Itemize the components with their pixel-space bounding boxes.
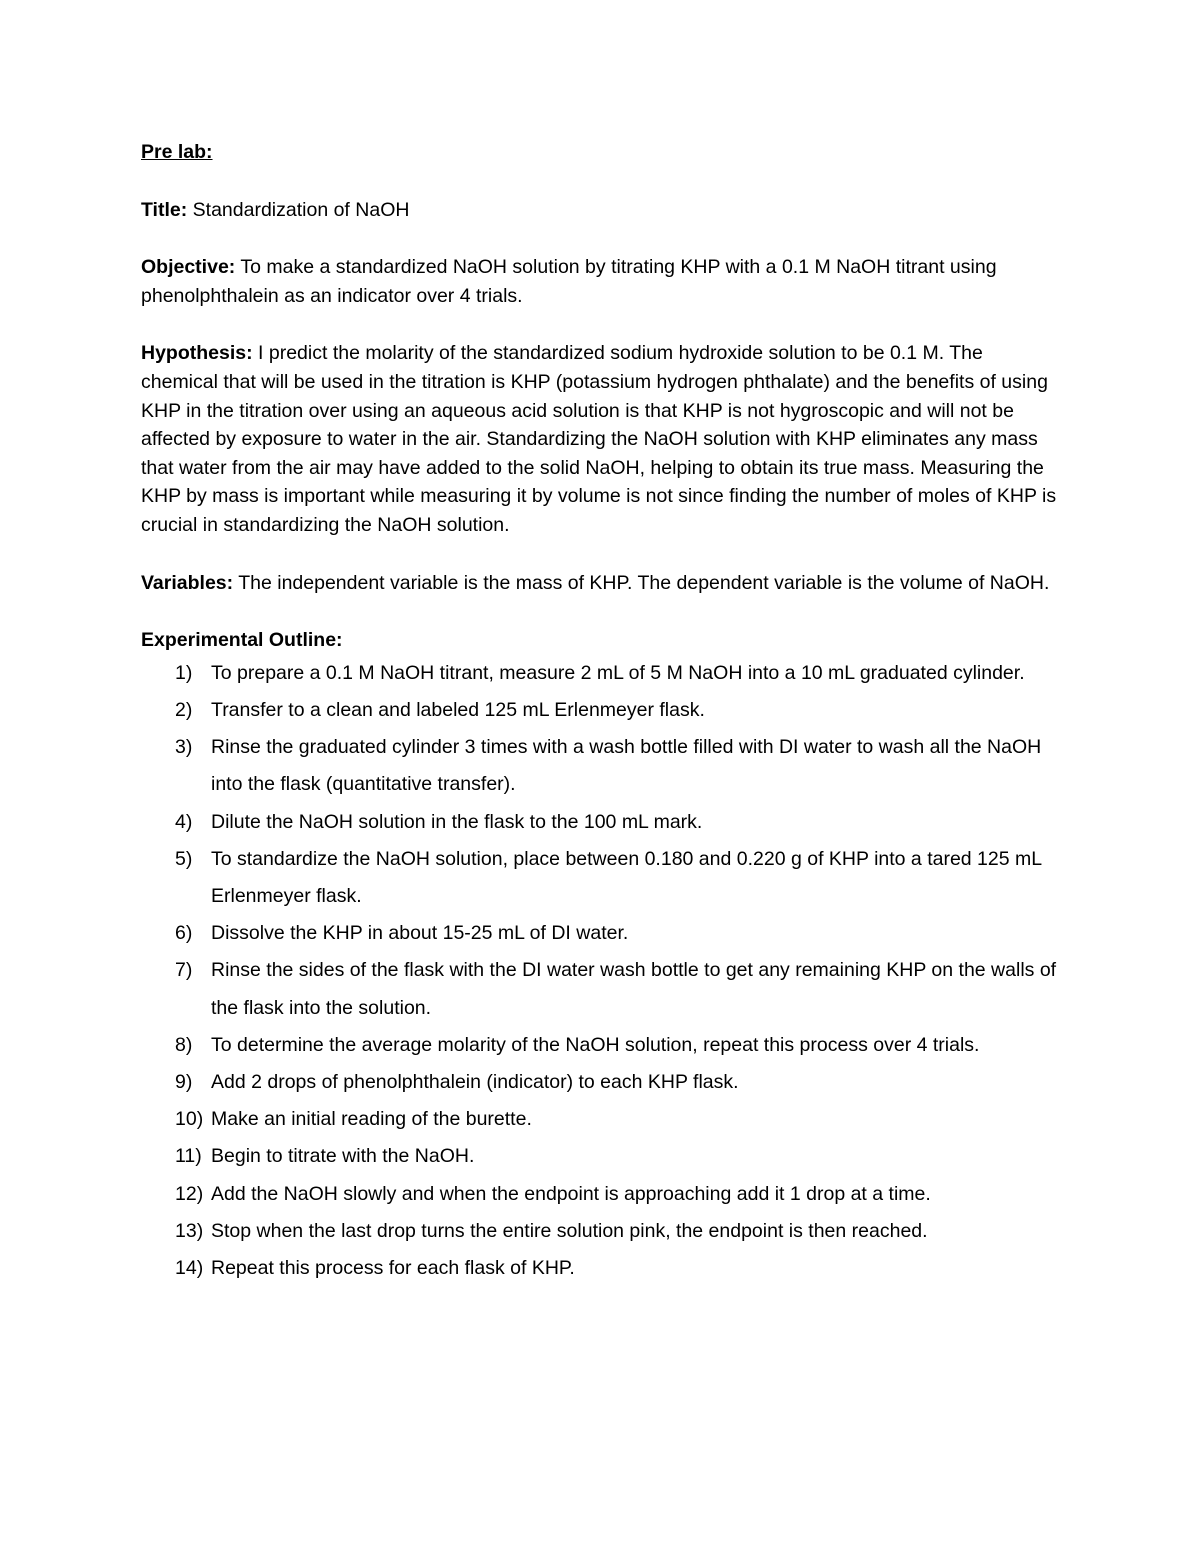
outline-step <box>141 841 1061 915</box>
outline-step <box>141 1064 1061 1101</box>
step-text: Dissolve the KHP in about 15-25 mL of DI water. <box>211 922 629 945</box>
outline-step <box>141 655 1061 692</box>
outline-step <box>141 1250 1061 1287</box>
document-page <box>141 138 1061 1287</box>
outline-step <box>141 1027 1061 1064</box>
step-text: Stop when the last drop turns the entire solution pink, the endpoint is then reached. <box>211 1219 928 1242</box>
step-text: Dilute the NaOH solution in the flask to the 100 mL mark. <box>211 810 703 833</box>
step-number: 14) <box>175 1256 204 1279</box>
objective-text: To make a standardized NaOH solution by titrating KHP with a 0.1 M NaOH titrant using phenolphthalein as an indicator over 4 trials. <box>141 256 997 307</box>
step-number: 4) <box>175 810 193 833</box>
step-number: 12) <box>175 1182 204 1205</box>
variables-text: The independent variable is the mass of KHP. The dependent variable is the volume of NaOH. <box>238 571 1050 594</box>
outline-step <box>141 692 1061 729</box>
outline-step <box>141 952 1061 1026</box>
variables-paragraph <box>141 569 1061 598</box>
step-text: Rinse the sides of the flask with the DI water wash bottle to get any remaining KHP on the walls of the flask into the solution. <box>211 959 1057 1019</box>
prelab-heading: Pre lab: <box>141 141 213 163</box>
step-number: 13) <box>175 1219 204 1242</box>
outline-step <box>141 915 1061 952</box>
step-number: 11) <box>175 1145 202 1168</box>
outline-step <box>141 1101 1061 1138</box>
step-number: 8) <box>175 1033 193 1056</box>
step-text: Rinse the graduated cylinder 3 times with a wash bottle filled with DI water to wash all the NaOH into the flask (quantitative transfer). <box>211 736 1042 796</box>
step-number: 2) <box>175 698 193 721</box>
title-label: Title: <box>141 198 188 221</box>
step-number: 1) <box>175 661 193 684</box>
objective-paragraph <box>141 253 1061 310</box>
step-text: Add the NaOH slowly and when the endpoint is approaching add it 1 drop at a time. <box>211 1182 931 1205</box>
title-paragraph <box>141 196 1061 225</box>
step-text: Transfer to a clean and labeled 125 mL Erlenmeyer flask. <box>211 698 705 721</box>
outline-step <box>141 804 1061 841</box>
outline-steps-list <box>141 655 1061 1287</box>
step-text: To standardize the NaOH solution, place between 0.180 and 0.220 g of KHP into a tared 125 mL Erlenmeyer flask. <box>211 847 1042 907</box>
outline-step <box>141 1213 1061 1250</box>
step-number: 9) <box>175 1070 193 1093</box>
step-text: To prepare a 0.1 M NaOH titrant, measure 2 mL of 5 M NaOH into a 10 mL graduated cylinder. <box>211 661 1025 684</box>
step-text: Repeat this process for each flask of KHP. <box>211 1256 575 1279</box>
hypothesis-paragraph <box>141 339 1061 539</box>
step-text: Add 2 drops of phenolphthalein (indicator) to each KHP flask. <box>211 1070 739 1093</box>
outline-step <box>141 1138 1061 1175</box>
step-text: To determine the average molarity of the NaOH solution, repeat this process over 4 trials. <box>211 1033 980 1056</box>
hypothesis-label: Hypothesis: <box>141 342 253 365</box>
variables-label: Variables: <box>141 571 234 594</box>
step-number: 5) <box>175 847 193 870</box>
step-number: 6) <box>175 922 193 945</box>
outline-heading: Experimental Outline: <box>141 629 343 652</box>
step-number: 7) <box>175 959 193 982</box>
outline-step <box>141 729 1061 803</box>
step-text: Make an initial reading of the burette. <box>211 1108 532 1131</box>
objective-label: Objective: <box>141 256 236 279</box>
step-number: 10) <box>175 1108 204 1131</box>
step-text: Begin to titrate with the NaOH. <box>211 1145 475 1168</box>
title-text: Standardization of NaOH <box>192 198 410 221</box>
hypothesis-text: I predict the molarity of the standardized sodium hydroxide solution to be 0.1 M. The chemical that will be used in the titration is KHP (potassium hydrogen phthalate) and the benefits of using KHP in the titration over using an aqueous acid solution is that KHP is not hygroscopic and will not be affected by exposure to water in the air. Standardizing the NaOH solution with KHP eliminates any mass that water from the air may have added to the solid NaOH, helping to obtain its true mass. Measuring the KHP by mass is important while measuring it by volume is not since finding the number of moles of KHP is crucial in standardizing the NaOH solution. <box>141 342 1057 536</box>
outline-step <box>141 1176 1061 1213</box>
step-number: 3) <box>175 736 193 759</box>
